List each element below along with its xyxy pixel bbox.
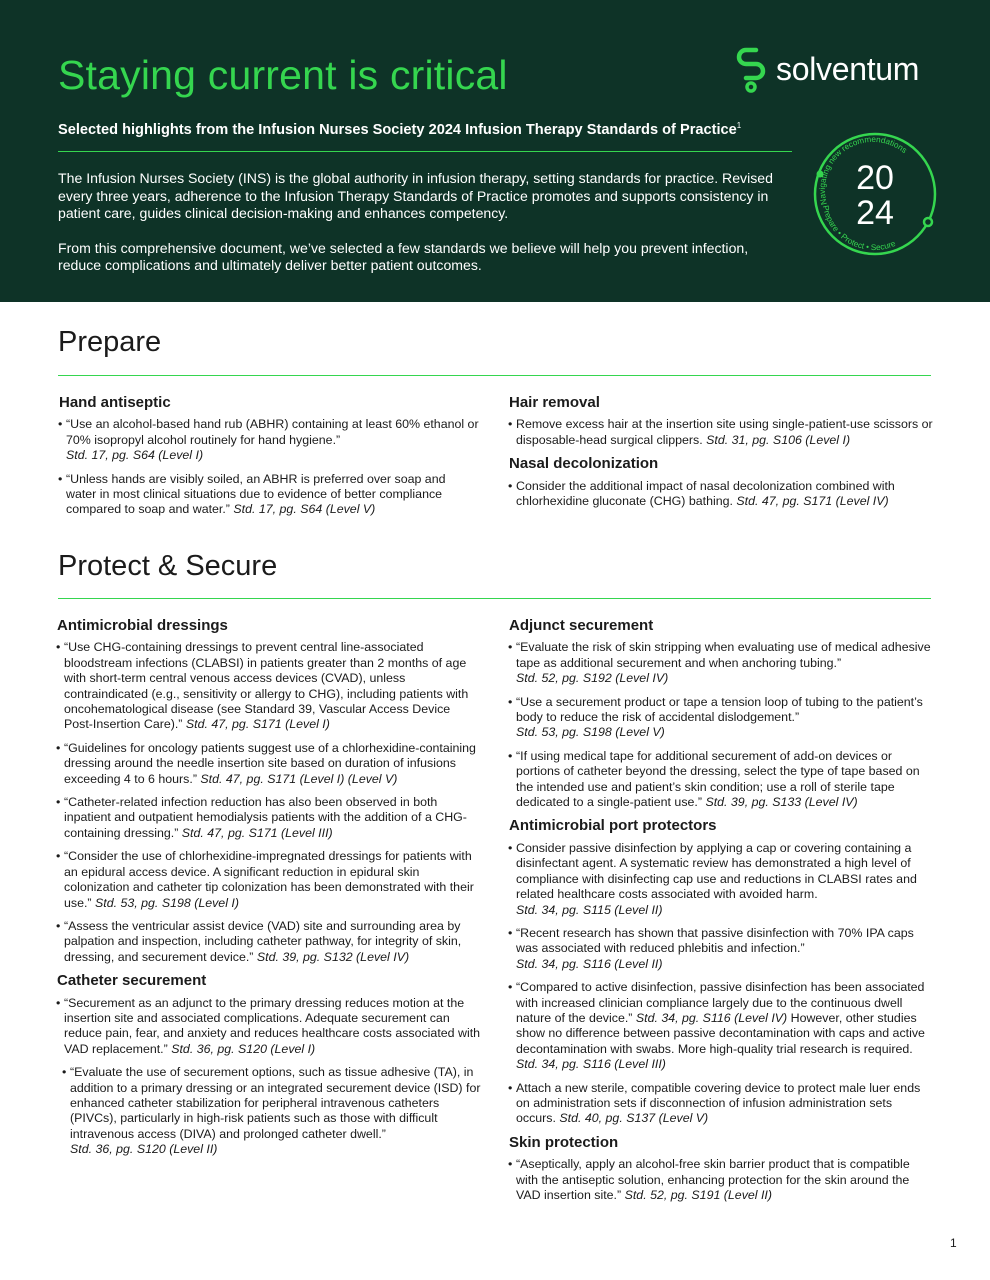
section-title-prepare: Prepare (58, 326, 162, 358)
citation: Std. 17, pg. S64 (Level V) (233, 502, 376, 517)
brand-logo (734, 44, 919, 94)
list-item: • “Consider the use of chlorhexidine-impregnated dressings for patients with an epidural access device. A significant reduction in epidural skin colonization and catheter tip colonization has been demonstrated with their use.” Std. 53, pg. S198 (Level I) (57, 849, 481, 911)
badge-arc-bottom: Prepare • Protect • Secure (820, 204, 897, 253)
citation: Std. 39, pg. S132 (Level IV) (256, 949, 410, 964)
citation: Std. 34, pg. S115 (Level II) (516, 902, 663, 917)
citation: Std. 47, pg. S171 (Level I) (185, 717, 330, 732)
citation: Std. 47, pg. S171 (Level I) (Level V) (200, 771, 398, 786)
page-number: 1 (950, 1236, 957, 1250)
list-item: • “Compared to active disinfection, passive disinfection has been associated with increased clinician compliance largely due to the continuous dwell nature of the device.” Std. 34, pg. S116 (Level IV) However, other studies show no difference between passive decontamination with caps and active decontamination with swabs. More high-quality trial research is required. Std. 34, pg. S116 (Level III) (509, 980, 933, 1072)
citation: Std. 47, pg. S171 (Level IV) (736, 494, 889, 509)
citation: Std. 40, pg. S137 (Level V) (559, 1111, 709, 1126)
citation: Std. 53, pg. S198 (Level V) (516, 725, 665, 740)
column-right-protect (509, 618, 933, 1211)
badge-year-bottom: 24 (856, 194, 894, 232)
list-item: • Attach a new sterile, compatible covering device to protect male luer ends on administration sets if disconnection of infusion administration sets occurs. Std. 40, pg. S137 (Level V) (509, 1081, 933, 1127)
intro-text (58, 170, 778, 292)
citation: Std. 34, pg. S116 (Level IV) (635, 1010, 788, 1025)
citation: Std. 53, pg. S198 (Level I) (95, 895, 239, 910)
list-item: • “Unless hands are visibly soiled, an ABHR is preferred over soap and water in most clinical situations due to evidence of better compliance compared to soap and water.” Std. 17, pg. S64 (Level V) (59, 472, 479, 518)
citation: Std. 47, pg. S171 (Level III) (181, 825, 333, 840)
citation: Std. 31, pg. S106 (Level I) (706, 432, 851, 447)
heading-antimicrobial-dressings: Antimicrobial dressings (57, 617, 228, 634)
column-hand-antiseptic (59, 395, 479, 526)
citation: Std. 36, pg. S120 (Level II) (70, 1142, 218, 1157)
list-item: • “Evaluate the risk of skin stripping when evaluating use of medical adhesive tape as additional securement and when anchoring tubing.” Std. 52, pg. S192 (Level IV) (509, 640, 933, 686)
heading-hair-removal: Hair removal (509, 394, 600, 411)
list-item: • “If using medical tape for additional securement of add-on devices or portions of catheter beyond the dressing, select the type of tape based on the intended use and patient’s skin condition; use a roll of sterile tape dedicated to a single-patient use.” Std. 39, pg. S133 (Level IV) (509, 749, 933, 811)
header-banner (0, 0, 990, 302)
badge-arc-top: Navigating new recommendations (817, 134, 909, 206)
list-item: • “Securement as an adjunct to the primary dressing reduces motion at the insertion site and associated complications. Adequate securement can reduce pain, fear, and anxiety and reduces healthcare costs associated with VAD replacement.” Std. 36, pg. S120 (Level I) (57, 996, 481, 1058)
subtitle-text: Selected highlights from the Infusion Nurses Society 2024 Infusion Therapy Standards of Practice (58, 121, 737, 138)
citation: Std. 17, pg. S64 (Level I) (66, 448, 204, 463)
column-left-protect (57, 618, 481, 1166)
list-item: • “Aseptically, apply an alcohol-free skin barrier product that is compatible with the antiseptic solution, enhancing protection for the skin around the VAD insertion site.” Std. 52, pg. S191 (Level II) (509, 1157, 933, 1203)
badge-year-top: 20 (856, 159, 894, 197)
subtitle (58, 121, 741, 138)
heading-adjunct-securement: Adjunct securement (509, 617, 654, 634)
intro-paragraph-1: The Infusion Nurses Society (INS) is the global authority in infusion therapy, setting standards for practice. Revised every three years, adherence to the Infusion Therapy Standards of Practice promotes and supports consistency in patient care, guides clinical decision-making and enhances competency. (58, 170, 773, 221)
list-item: • “Use CHG-containing dressings to prevent central line-associated bloodstream infections (CLABSI) in patients greater than 2 months of age with short-term central venous access devices (CVAD), unless contraindicated (e.g., sensitivity or allergy to CHG), including patients with oncohematological disease (see Standard 39, Vascular Access Device Post-Insertion Care).” Std. 47, pg. S171 (Level I) (57, 640, 481, 732)
brand-name: solventum (776, 50, 920, 87)
section-divider-prepare (58, 375, 931, 376)
page-title: Staying current is critical (58, 52, 508, 98)
solventum-s-logo-icon (734, 44, 768, 94)
list-item: • “Guidelines for oncology patients suggest use of a chlorhexidine-containing dressing around the needle insertion site based on duration of infusions exceeding 4 to 6 hours.” Std. 47, pg. S171 (Level I) (Level V) (57, 741, 481, 787)
heading-hand-antiseptic: Hand antiseptic (59, 394, 171, 411)
list-item: • “Use an alcohol-based hand rub (ABHR) containing at least 60% ethanol or 70% isopropyl alcohol routinely for hand hygiene.” Std. 17, pg. S64 (Level I) (59, 417, 479, 463)
list-item: • “Recent research has shown that passive disinfection with 70% IPA caps was associated with reduced phlebitis and infection.” Std. 34, pg. S116 (Level II) (509, 926, 933, 972)
section-title-protect: Protect & Secure (58, 550, 278, 582)
list-item: • “Evaluate the use of securement options, such as tissue adhesive (TA), in addition to a primary dressing or an integrated securement device (ISD) for enhanced catheter stabilization for peripheral intravenous catheters (PIVCs), particularly in high-risk patients such as those with difficult intravenous access (DIVA) and prolonged catheter dwell.” Std. 36, pg. S120 (Level II) (63, 1065, 481, 1157)
heading-nasal-decolonization: Nasal decolonization (509, 455, 659, 473)
list-item: • “Use a securement product or tape a tension loop of tubing to the patient’s body to reduce the risk of accidental dislodgement.” Std. 53, pg. S198 (Level V) (509, 695, 933, 741)
list-item: • Remove excess hair at the insertion site using single-patient-use scissors or disposable-head surgical clippers. Std. 31, pg. S106 (Level I) (509, 417, 933, 448)
citation: Std. 39, pg. S133 (Level IV) (705, 795, 858, 810)
heading-skin-protection: Skin protection (509, 1133, 619, 1151)
list-item: • “Assess the ventricular assist device (VAD) site and surrounding area by palpation and inspection, including catheter pathway, for integrity of skin, dressing, and securement device.” Std. 39, pg. S132 (Level IV) (57, 919, 481, 965)
list-item: • Consider passive disinfection by applying a cap or covering containing a disinfectant agent. A systematic review has demonstrated a high level of compliance with disinfecting cap use and reductions in CLABSI rates and related healthcare costs associated with avoided harm. Std. 34, pg. S115 (Level II) (509, 841, 933, 918)
subtitle-footnote-ref: 1 (736, 121, 742, 130)
header-divider (58, 151, 792, 152)
list-item: • Consider the additional impact of nasal decolonization combined with chlorhexidine gluconate (CHG) bathing. Std. 47, pg. S171 (Level IV) (509, 479, 933, 510)
badge-node-right (924, 218, 932, 226)
section-divider-protect (58, 598, 931, 599)
heading-catheter-securement: Catheter securement (57, 972, 207, 990)
citation: Std. 52, pg. S192 (Level IV) (516, 671, 669, 686)
citation: Std. 52, pg. S191 (Level II) (624, 1188, 772, 1202)
citation: Std. 36, pg. S120 (Level I) (171, 1041, 316, 1056)
citation: Std. 34, pg. S116 (Level II) (516, 956, 663, 971)
year-badge (807, 126, 943, 262)
heading-port-protectors: Antimicrobial port protectors (509, 817, 717, 835)
list-item: • “Catheter-related infection reduction has also been observed in both inpatient and outpatient hemodialysis patients with the addition of a CHG-containing dressing.” Std. 47, pg. S171 (Level III) (57, 795, 481, 841)
citation: Std. 34, pg. S116 (Level III) (516, 1057, 666, 1072)
column-hair-nasal (509, 395, 933, 517)
intro-paragraph-2: From this comprehensive document, we’ve selected a few standards we believe will help you prevent infection, reduce complications and ultimately deliver better patient outcomes. (58, 239, 749, 273)
